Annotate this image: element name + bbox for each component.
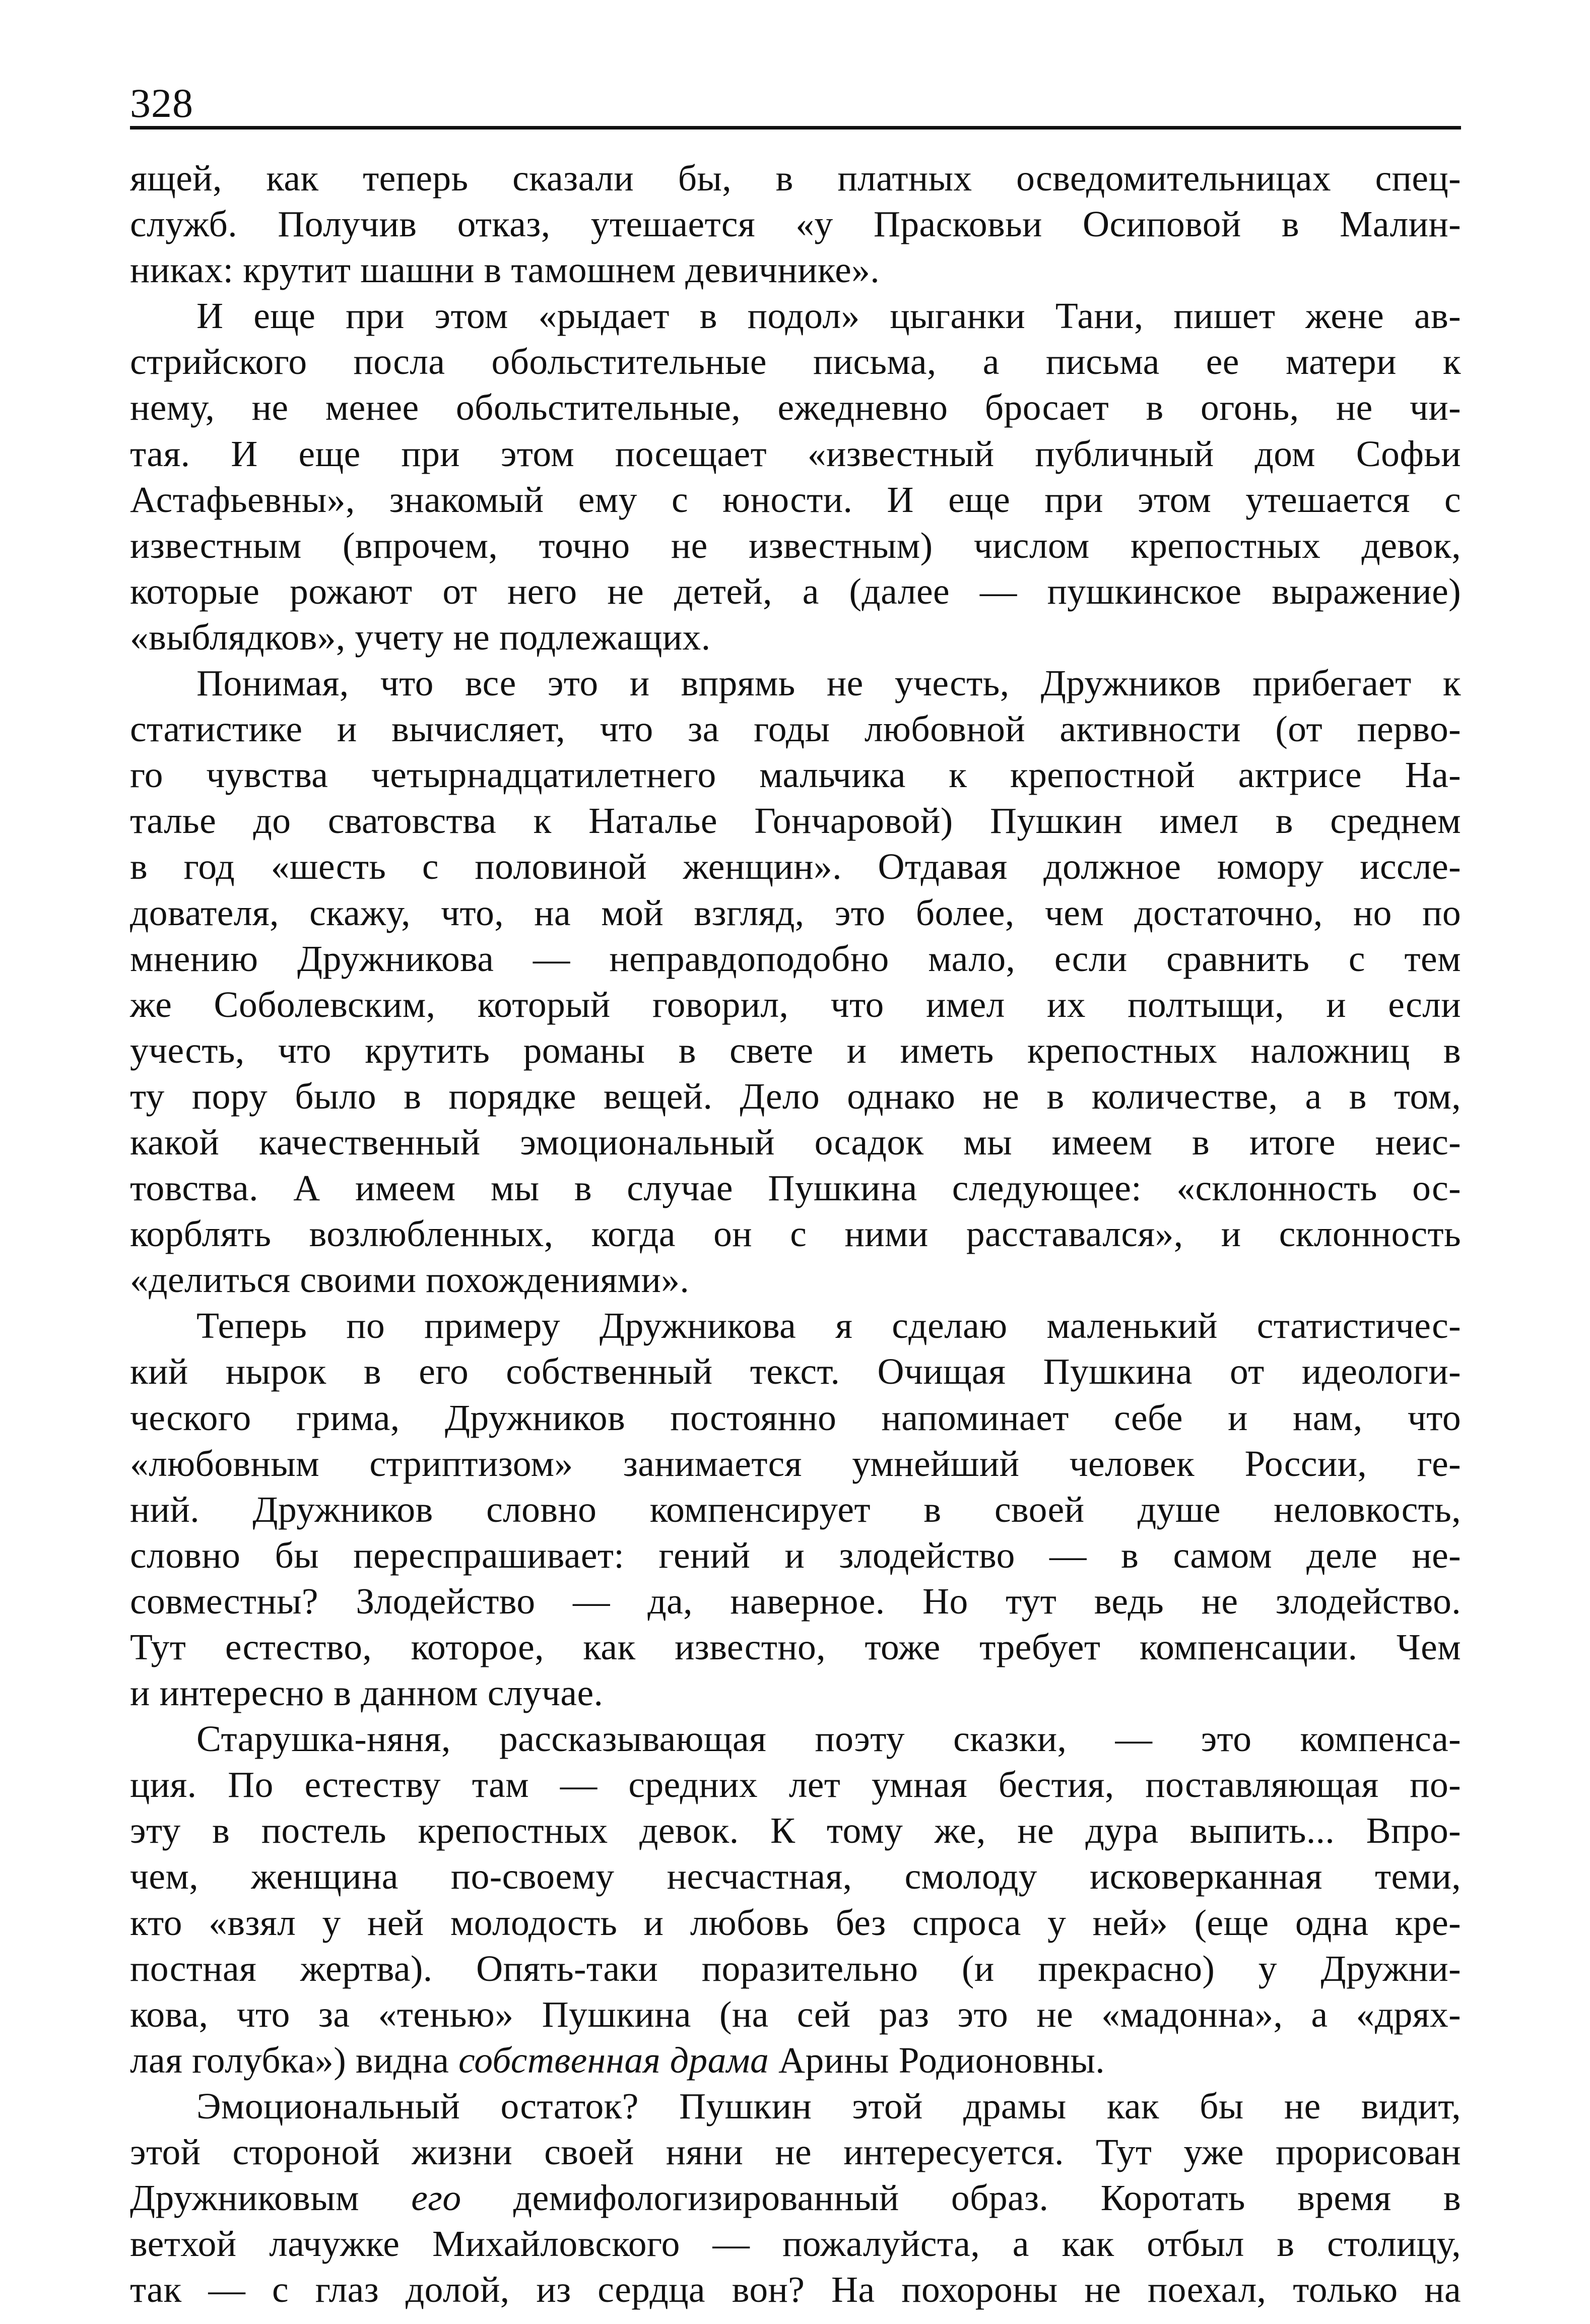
text-run: Дружниковым (130, 2177, 412, 2219)
text-line: Старушка-няня, рассказывающая поэту сказки, — это компенса- (196, 1718, 1461, 1760)
text-line (130, 2175, 1461, 2221)
text-line: этой стороной жизни своей няни не интересуется. Тут уже прорисован (130, 2132, 1461, 2173)
paragraph-5 (130, 1716, 1461, 2083)
paragraph-3 (130, 660, 1461, 1303)
text-line: ту пору было в порядке вещей. Дело однако не в количестве, а в том, (130, 1075, 1461, 1117)
text-line: и интересно в данном случае. (130, 1672, 604, 1714)
text-line: ний. Дружников словно компенсирует в своей душе неловкость, (130, 1489, 1461, 1530)
italic-phrase: собственная драма (458, 2039, 769, 2081)
text-line: Астафьевны», знакомый ему с юности. И еще при этом утешается с (130, 479, 1461, 520)
text-line: кова, что за «тенью» Пушкина (на сей раз это не «мадонна», а «дрях- (130, 1993, 1461, 2035)
text-line: так — с глаз долой, из сердца вон? На похороны не поехал, только на (130, 2269, 1461, 2310)
text-line: какой качественный эмоциональный осадок мы имеем в итоге неис- (130, 1121, 1461, 1163)
italic-word: его (411, 2177, 461, 2219)
text-line: И еще при этом «рыдает в подол» цыганки Тани, пишет жене ав- (196, 295, 1461, 337)
text-line: Понимая, что все это и впрямь не учесть, Дружников прибегает к (196, 663, 1461, 704)
text-line: служб. Получив отказ, утешается «у Прасковьи Осиповой в Малин- (130, 204, 1461, 245)
text-run: Арины Родионовны. (769, 2039, 1105, 2081)
text-line: мнению Дружникова — неправдоподобно мало, если сравнить с тем (130, 938, 1461, 979)
paragraph-4 (130, 1303, 1461, 1716)
text-line: «выблядков», учету не подлежащих. (130, 616, 711, 658)
text-line: Теперь по примеру Дружникова я сделаю маленький статистичес- (196, 1305, 1461, 1346)
text-line: кий нырок в его собственный текст. Очищая Пушкина от идеологи- (130, 1351, 1461, 1392)
text-line: дователя, скажу, что, на мой взгляд, это более, чем достаточно, но по (130, 892, 1461, 933)
text-line: кто «взял у ней молодость и любовь без спроса у ней» (еще одна кре- (130, 1902, 1461, 1943)
text-line: в год «шесть с половиной женщин». Отдавая должное юмору иссле- (130, 846, 1461, 887)
text-line: чем, женщина по-своему несчастная, смолоду исковерканная теми, (130, 1856, 1461, 1897)
header-rule (130, 126, 1461, 130)
text-line: стрийского посла обольстительные письма, а письма ее матери к (130, 341, 1461, 382)
paragraph-2 (130, 293, 1461, 660)
text-line: ветхой лачужке Михайловского — пожалуйста, а как отбыл в столицу, (130, 2223, 1461, 2265)
text-line: же Соболевским, который говорил, что имел их полтыщи, и если (130, 984, 1461, 1025)
text-line: статистике и вычисляет, что за годы любовной активности (от перво- (130, 708, 1461, 750)
text-run: демифологизированный образ. Коротать время в (461, 2177, 1461, 2219)
text-line: товства. А имеем мы в случае Пушкина следующее: «склонность ос- (130, 1168, 1461, 1209)
text-line (130, 2037, 1461, 2083)
paragraph-6 (130, 2083, 1461, 2312)
body-text (130, 155, 1461, 2310)
text-line: нему, не менее обольстительные, ежедневно бросает в огонь, не чи- (130, 387, 1461, 428)
page-header (130, 76, 1461, 131)
text-line: эту в постель крепостных девок. К тому же, не дура выпить... Впро- (130, 1810, 1461, 1851)
text-line: Эмоциональный остаток? Пушкин этой драмы как бы не видит, (196, 2085, 1461, 2126)
text-line: ящей, как теперь сказали бы, в платных осведомительницах спец- (130, 158, 1461, 199)
text-line: ческого грима, Дружников постоянно напоминает себе и нам, что (130, 1397, 1461, 1438)
text-line: известным (впрочем, точно не известным) числом крепостных девок, (130, 525, 1461, 566)
text-line: ция. По естеству там — средних лет умная бестия, поставляющая по- (130, 1764, 1461, 1805)
text-line: постная жертва). Опять-таки поразительно (и прекрасно) у Дружни- (130, 1948, 1461, 1989)
text-line: совместны? Злодейство — да, наверное. Но тут ведь не злодейство. (130, 1580, 1461, 1622)
text-line: «любовным стриптизом» занимается умнейший человек России, ге- (130, 1443, 1461, 1484)
text-line: Тут естество, которое, как известно, тоже требует компенсации. Чем (130, 1627, 1461, 1667)
text-line: словно бы переспрашивает: гений и злодейство — в самом деле не- (130, 1534, 1461, 1576)
paragraph-1 (130, 155, 1461, 293)
text-run: лая голубка») видна (130, 2039, 459, 2081)
text-line: которые рожают от него не детей, а (далее — пушкинское выражение) (130, 570, 1461, 612)
text-line: го чувства четырнадцатилетнего мальчика к крепостной актрисе На- (130, 754, 1461, 796)
text-line: «делиться своими похождениями». (130, 1259, 690, 1301)
text-line: учесть, что крутить романы в свете и иметь крепостных наложниц в (130, 1029, 1461, 1071)
text-line: корблять возлюбленных, когда он с ними расставался», и склонность (130, 1213, 1461, 1255)
text-line: никах: крутит шашни в тамошнем девичнике». (130, 249, 880, 291)
text-line: тая. И еще при этом посещает «известный публичный дом Софьи (130, 433, 1461, 474)
text-line: талье до сватовства к Наталье Гончаровой) Пушкин имел в среднем (130, 800, 1461, 842)
page-number: 328 (130, 80, 193, 126)
